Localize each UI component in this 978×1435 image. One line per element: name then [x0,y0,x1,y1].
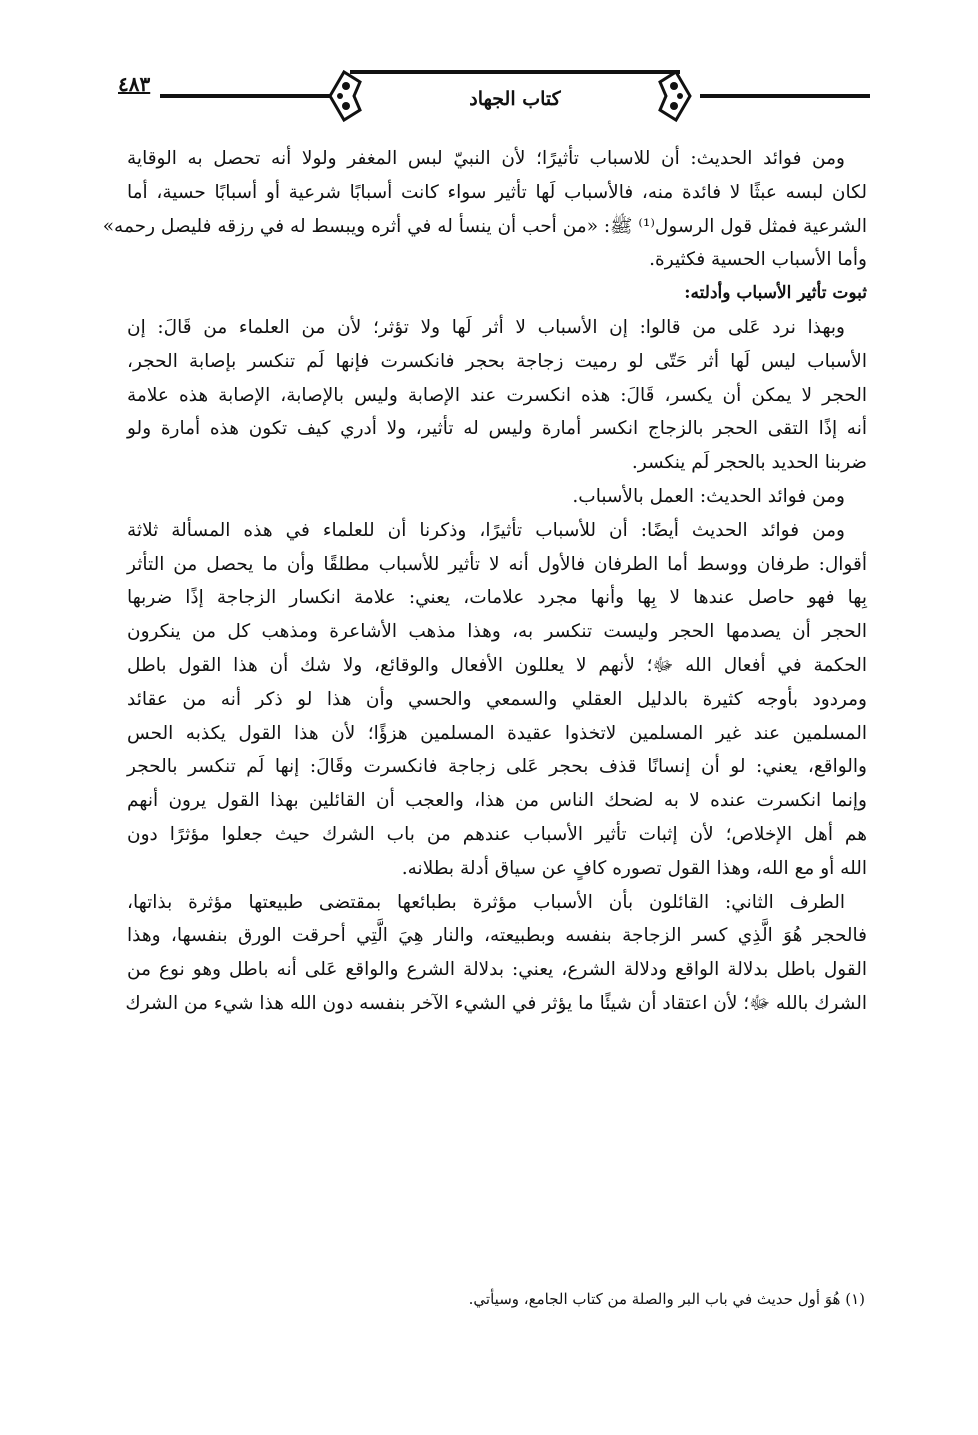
text-line: الشرعية فمثل قول الرسول⁽¹⁾ ﷺ: «من أحب أن ينسأ له في أثره ويبسط له في رزقه فليصل رحمه» [102,215,867,237]
header-rule [350,70,680,74]
text-line: ومن فوائد الحديث: العمل بالأسباب. [572,485,845,507]
text-line: الحكمة في أفعال الله ﷻ؛ لأنهم لا يعللون الأفعال والوقائع، ولا شك أن هذا القول باطل [127,654,867,676]
text-line: بِها فهو حاصل عندها لا بِها وأنها مجرد علامات، يعني: علامة انكسار الزجاجة إذًا ضربها [127,587,867,609]
text-line: لكان لبسه عبثًا لا فائدة منه، فالأسباب لَها تأثير سواء كانت أسبابًا شرعية أو أسبابًا حسية، أما [127,181,867,203]
text-line: هم أهل الإخلاص؛ لأن إثبات تأثير الأسباب عندهم من باب الشرك حيث جعلوا مؤثرًا دون [127,823,867,845]
text-line: ومن فوائد الحديث: أن للاسباب تأثيرًا؛ لأن النبيّ لبس المغفر ولولا أنه تحصل به الوقاية [127,148,845,169]
text-line: الحجر أن يصدمها الحجر وليست تنكسر به، وهذا مذهب الأشاعرة ومذهب كل من ينكرون [127,621,867,643]
text-line: والواقع، يعني: لو أن إنسانًا قذف بحجر عَلى زجاجة فانكسرت وقَالَ: إنها لَم تنكسر بالحجر [127,756,867,778]
ornament-icon [320,68,368,124]
text-line: أنه إذًا التقى الحجر بالزجاج انكسر أمارة وليس له تأثير، ولا أدري كيف تكون هذه أمارة ولو [127,418,867,440]
text-line: ومردود بأوجه كثيرة بالدليل العقلي والسمعي والحسي وأن هذا لو ذكر أنه من عقائد [127,688,867,710]
text-line: ضربنا الحديد بالحجر لَم ينكسر. [631,452,867,474]
text-line: القول باطل بدلالة الواقع ودلالة الشرع، يعني: بدلالة الشرع والواقع عَلى أنه باطل وهو نوع من [127,959,867,981]
page-header [110,68,870,128]
text-line: الله أو مع الله، وهذا القول تصوره كافٍ عن سياق أدلة بطلانه. [401,857,867,879]
text-line: وإنما انكسرت عنده لا به لضحك الناس من هذا، والعجب أن القائلين بهذا القول يرون أنهم [127,790,867,812]
text-line: ومن فوائد الحديث أيضًا: أن للأسباب تأثيرًا، وذكرنا أن للعلماء في هذه المسألة ثلاثة [127,519,845,541]
text-line: الأسباب ليس لَها أثر حَتّى لو رميت زجاجة بحجر فانكسرت فإنها لَم تنكسر بإصابة الحجر، [127,350,867,372]
header-rule [160,94,330,98]
text-line: أقوال: طرفان ووسط أما الطرفان فالأول أنه لا تأثير للأسباب مطلقًا وأن ما يحصل من التأثر [127,553,867,575]
text-line: الشرك بالله ﷻ؛ لأن اعتقاد أن شيئًا ما يؤثر في الشيء الآخر بنفسه دون الله هذا شيء من الشرك [125,992,867,1014]
body-text [102,142,867,1021]
section-heading: ثبوت تأثير الأسباب وأدلته: [684,283,867,304]
footnote: (١) هُوَ أول حديث في باب البر والصلة من كتاب الجامع، وسيأتي. [468,1290,865,1308]
text-line: وأما الأسباب الحسية فكثيرة. [649,249,867,271]
page-number: ٤٨٣ [118,72,151,96]
text-line: المسلمين عند غير المسلمين لاتخذوا عقيدة المسلمين هزؤًا؛ لأن هذا القول يكذبه الحس [127,722,867,744]
ornament-icon [652,68,700,124]
text-line: الحجر لا يمكن أن يكسر، قَالَ: هذه انكسرت عند الإصابة وليس بالإصابة، الإصابة هذه علامة [127,384,867,406]
running-title: كتاب الجهاد [469,88,561,110]
header-rule [700,94,870,98]
text-line: الطرف الثاني: القائلون بأن الأسباب مؤثرة بطبائعها بمقتضى طبيعتها مؤثرة بذاتها، [127,891,845,913]
text-line: وبهذا نرد عَلى من قالوا: إن الأسباب لا أثر لَها ولا تؤثر؛ لأن من العلماء من قَالَ: إن [127,316,845,338]
text-line: فالحجر هُوَ الَّذِي كسر الزجاجة بنفسه وبطبيعته، والنار هِيَ الَّتِي أحرقت الورق بنفسها، وهذا [127,925,867,947]
